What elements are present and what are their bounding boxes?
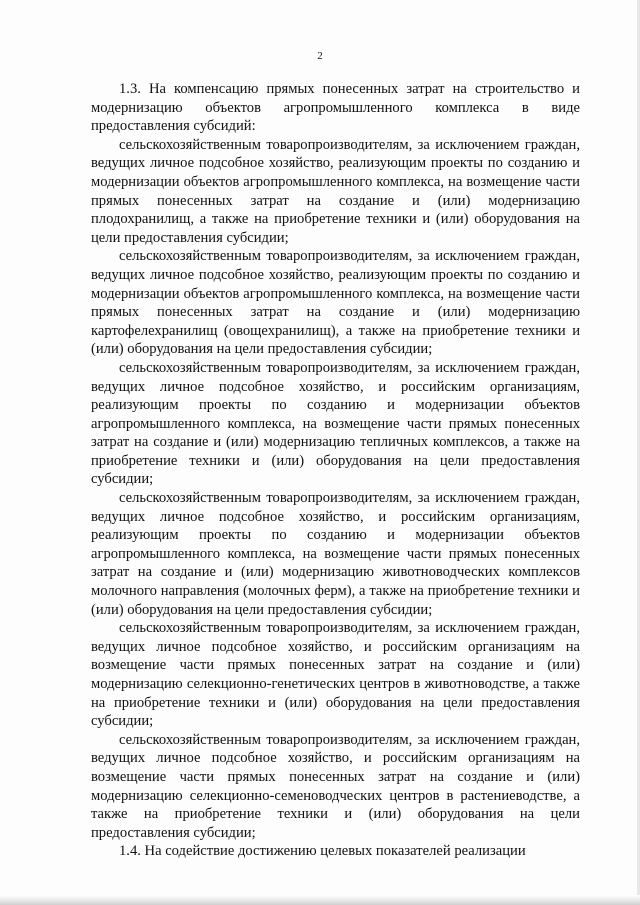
paragraph-fruit-storage: сельскохозяйственным товаропроизводителям, за исключением граждан, ведущих личное подсобное хозяйство, реализующим проекты по созданию и модернизации объектов агропромышленного комплекса, на возмещение части прямых понесенных затрат на создание и (или) модернизацию плодохранилищ, а также на приобретение техники и (или) оборудования на цели предоставления субсидии; [91, 136, 580, 246]
paragraph-1-4: 1.4. На содействие достижению целевых показателей реализации [119, 843, 526, 860]
paragraph-potato-storage: сельскохозяйственным товаропроизводителям, за исключением граждан, ведущих личное подсобное хозяйство, реализующим проекты по созданию и модернизации объектов агропромышленного комплекса, на возмещение части прямых понесенных затрат на создание и (или) модернизацию картофелехранилищ (овощехранилищ), а также на приобретение техники и (или) оборудования на цели предоставления субсидии; [91, 248, 580, 358]
paragraph-seed-centers: сельскохозяйственным товаропроизводителям, за исключением граждан, ведущих личное подсобное хозяйство, и российским организациям на возмещение части прямых понесенных затрат на создание и (или) модернизацию селекционно-семеноводческих центров в растениеводстве, а также на приобретение техники и (или) оборудования на цели предоставления субсидии; [91, 731, 580, 841]
paragraph-greenhouse: сельскохозяйственным товаропроизводителям, за исключением граждан, ведущих личное подсобное хозяйство, и российским организациям, реализующим проекты по созданию и модернизации объектов агропромышленного комплекса, на возмещение части прямых понесенных затрат на создание и (или) модернизацию тепличных комплексов, а также на приобретение техники и (или) оборудования на цели предоставления субсидии; [91, 359, 580, 488]
paragraph-1-3: 1.3. На компенсацию прямых понесенных затрат на строительство и модернизацию объектов агропромышленного комплекса в виде предоставления субсидий: [91, 81, 580, 135]
paragraph-dairy-farms: сельскохозяйственным товаропроизводителям, за исключением граждан, ведущих личное подсобное хозяйство, и российским организациям, реализующим проекты по созданию и модернизации объектов агропромышленного комплекса, на возмещение части прямых понесенных затрат на создание и (или) модернизацию животноводческих комплексов молочного направления (молочных ферм), а также на приобретение техники и (или) оборудования на цели предоставления субсидии; [91, 490, 580, 618]
scan-edge-bottom [0, 895, 640, 905]
page-number: 2 [317, 50, 323, 62]
paragraph-livestock-genetics: сельскохозяйственным товаропроизводителям, за исключением граждан, ведущих личное подсобное хозяйство, и российским организациям на возмещение части прямых понесенных затрат на создание и (или) модернизацию селекционно-генетических центров в животноводстве, а также на приобретение техники и (или) оборудования на цели предоставления субсидии; [91, 620, 580, 730]
document-body [91, 80, 580, 861]
